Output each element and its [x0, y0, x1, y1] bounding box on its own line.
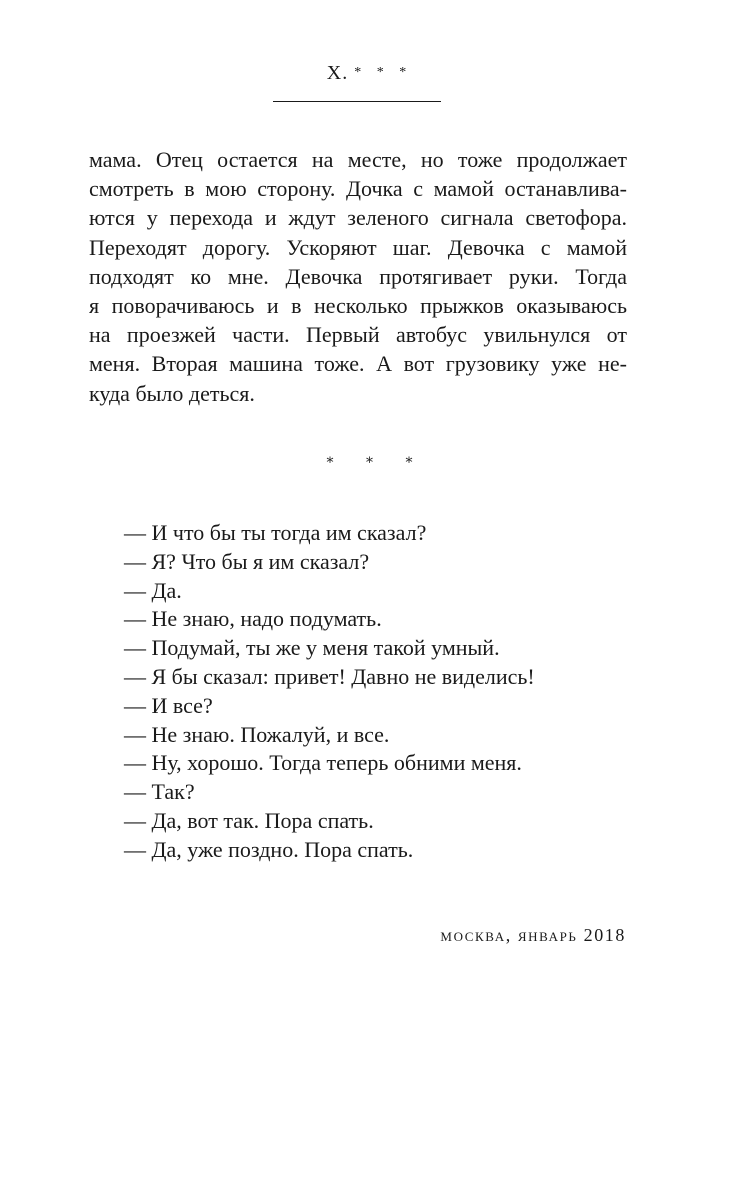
dialogue-line: — И что бы ты тогда им сказал? — [124, 520, 427, 545]
dialogue-line: — Так? — [124, 779, 195, 805]
paragraph-line: смотреть в мою сторону. Дочка с мамой останавлива- — [89, 176, 627, 202]
dialogue-line: — Я бы сказал: привет! Давно не виделись! — [124, 663, 535, 689]
dialogue-line: — Да. — [124, 577, 182, 603]
place-date-signature: москва, январь 2018 — [440, 925, 626, 945]
paragraph-line: Переходят дорогу. Ускоряют шаг. Девочка с мамой — [89, 234, 627, 260]
paragraph-line: меня. Вторая машина тоже. А вот грузовику уже не- — [89, 351, 627, 377]
chapter-number: X. — [326, 62, 349, 84]
header-rule — [273, 101, 441, 102]
body-paragraph — [89, 145, 627, 408]
dialogue-block — [124, 519, 624, 865]
dialogue-line: — Да, уже поздно. Пора спать. — [124, 836, 414, 862]
dialogue-line: — Я? Что бы я им сказал? — [124, 548, 370, 574]
dialogue-line: — Не знаю. Пожалуй, и все. — [124, 721, 390, 747]
running-head-stars: * * * — [354, 65, 413, 80]
dialogue-line: — Подумай, ты же у меня такой умный. — [124, 635, 500, 661]
paragraph-line: на проезжей части. Первый автобус увильнулся от — [89, 322, 627, 348]
paragraph-line: мама. Отец остается на месте, но тоже продолжает — [89, 147, 627, 172]
paragraph-line: я поворачиваюсь и в несколько прыжков оказываюсь — [89, 293, 627, 319]
dialogue-line: — И все? — [124, 692, 213, 718]
dialogue-line: — Да, вот так. Пора спать. — [124, 807, 374, 833]
paragraph-line: ются у перехода и ждут зеленого сигнала светофора. — [89, 205, 627, 231]
dialogue-line: — Не знаю, надо подумать. — [124, 606, 382, 632]
paragraph-line: подходят ко мне. Девочка протягивает руки. Тогда — [89, 263, 627, 289]
section-break-asterisks: * * * — [326, 455, 427, 471]
running-head — [0, 62, 739, 85]
dialogue-line: — Ну, хорошо. Тогда теперь обними меня. — [124, 750, 522, 776]
paragraph-line: куда было деться. — [89, 380, 255, 406]
